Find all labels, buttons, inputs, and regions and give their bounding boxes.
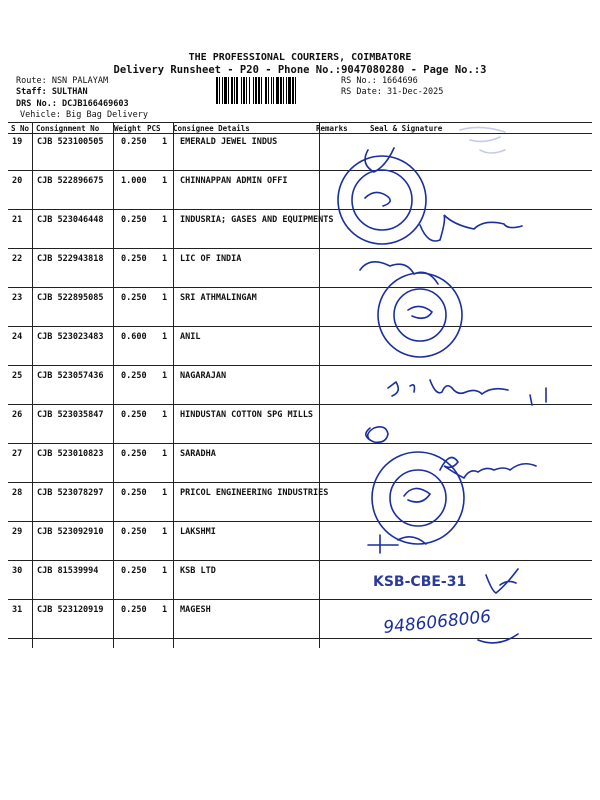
row-consignee: ANIL [180,332,201,342]
row-consignment-no: CJB 523092910 [37,527,104,537]
row-weight: 0.250 [121,449,147,459]
round-seal-stamp [360,262,462,357]
row-consignee: MAGESH [180,605,211,615]
company-title: THE PROFESSIONAL COURIERS, COIMBATORE [188,52,412,63]
row-weight: 0.250 [121,566,147,576]
row-consignee: LIC OF INDIA [180,254,242,264]
row-consignee: SARADHA [180,449,216,459]
row-consignee: NAGARAJAN [180,371,227,381]
col-header-consignment: Consignment No [36,124,100,133]
vehicle-label: Vehicle: Big Bag Delivery [20,110,148,120]
row-consignment-no: CJB 522895085 [37,293,104,303]
column-divider [32,122,33,648]
row-consignment-no: CJB 523023483 [37,332,104,342]
row-consignee: CHINNAPPAN ADMIN OFFI [180,176,288,186]
row-consignment-no: CJB 522943818 [37,254,104,264]
row-rule [8,560,592,561]
rs-date: RS Date: 31-Dec-2025 [341,87,444,97]
row-weight: 0.250 [121,488,147,498]
row-pcs: 1 [162,371,168,381]
row-weight: 0.250 [121,215,147,225]
col-header-remarks: Remarks [316,124,348,133]
row-consignment-no: CJB 523035847 [37,410,104,420]
row-weight: 0.250 [121,137,147,147]
handwritten-phone-number: 9486068006 [382,606,493,638]
row-sno: 20 [12,176,23,186]
row-rule [8,404,592,405]
row-sno: 21 [12,215,23,225]
row-weight: 0.250 [121,254,147,264]
row-pcs: 1 [162,488,168,498]
row-pcs: 1 [162,137,168,147]
row-sno: 31 [12,605,23,615]
row-pcs: 1 [162,527,168,537]
row-pcs: 1 [162,215,168,225]
col-header-weight: Weight [114,124,142,133]
row-consignment-no: CJB 523010823 [37,449,104,459]
column-divider [319,122,320,648]
row-weight: 0.250 [121,605,147,615]
row-sno: 24 [12,332,23,342]
row-consignment-no: CJB 523057436 [37,371,104,381]
row-sno: 26 [12,410,23,420]
row-weight: 1.000 [121,176,147,186]
row-consignee: EMERALD JEWEL INDUS [180,137,278,147]
signature-stroke [486,569,518,593]
row-rule [8,248,592,249]
row-weight: 0.250 [121,293,147,303]
col-header-consignee: Consignee Details [173,124,250,133]
row-pcs: 1 [162,566,168,576]
route-label: Route: NSN PALAYAM [16,76,109,86]
row-weight: 0.250 [121,410,147,420]
row-sno: 30 [12,566,23,576]
row-rule [8,482,592,483]
col-header-pcs: PCS [147,124,161,133]
row-sno: 22 [12,254,23,264]
row-rule [8,170,592,171]
row-sno: 19 [12,137,23,147]
row-rule [8,365,592,366]
row-consignee: KSB LTD [180,566,216,576]
row-sno: 29 [12,527,23,537]
row-consignment-no: CJB 523078297 [37,488,104,498]
row-sno: 28 [12,488,23,498]
row-pcs: 1 [162,605,168,615]
row-rule [8,287,592,288]
column-divider [173,122,174,648]
row-weight: 0.250 [121,371,147,381]
rs-number: RS No.: 1664696 [341,76,418,86]
row-sno: 23 [12,293,23,303]
row-rule [8,599,592,600]
signature-stroke [440,458,536,479]
row-consignment-no: CJB 522896675 [37,176,104,186]
row-consignee: INDUSRIA; GASES AND EQUIPMENTS [180,215,334,225]
row-rule [8,326,592,327]
runsheet-subtitle: Delivery Runsheet - P20 - Phone No.:9047080280 - Page No.:3 [113,64,487,76]
row-rule [8,443,592,444]
row-consignment-no: CJB 81539994 [37,566,99,576]
row-consignee: SRI ATHMALINGAM [180,293,257,303]
row-weight: 0.600 [121,332,147,342]
row-consignee: LAKSHMI [180,527,216,537]
staff-label: Staff: SULTHAN [16,87,88,97]
row-sno: 27 [12,449,23,459]
row-sno: 25 [12,371,23,381]
row-consignee: HINDUSTAN COTTON SPG MILLS [180,410,314,420]
drs-number: DRS No.: DCJB166469603 [16,99,129,109]
row-consignment-no: CJB 523046448 [37,215,104,225]
row-weight: 0.250 [121,527,147,537]
round-seal-stamp [338,148,426,244]
row-pcs: 1 [162,254,168,264]
row-pcs: 1 [162,332,168,342]
row-rule [8,209,592,210]
col-header-seal-signature: Seal & Signature [370,124,443,133]
round-seal-stamp [372,452,464,544]
row-pcs: 1 [162,410,168,420]
signature-stroke [366,427,388,442]
row-pcs: 1 [162,176,168,186]
row-rule [8,638,592,639]
signature-stroke [368,535,426,553]
row-rule [8,521,592,522]
row-pcs: 1 [162,449,168,459]
row-consignment-no: CJB 523120919 [37,605,104,615]
ksb-stamp-text: KSB-CBE-31 [373,574,467,590]
signature-stroke [420,215,522,241]
row-consignment-no: CJB 523100505 [37,137,104,147]
barcode-image [216,77,338,104]
header-bottom-rule [8,133,592,134]
column-divider [113,122,114,648]
faint-stamp-mark [460,127,505,153]
row-pcs: 1 [162,293,168,303]
signature-stroke [388,380,546,405]
col-header-sno: S No [11,124,30,133]
row-consignee: PRICOL ENGINEERING INDUSTRIES [180,488,329,498]
table-top-rule [8,122,592,123]
